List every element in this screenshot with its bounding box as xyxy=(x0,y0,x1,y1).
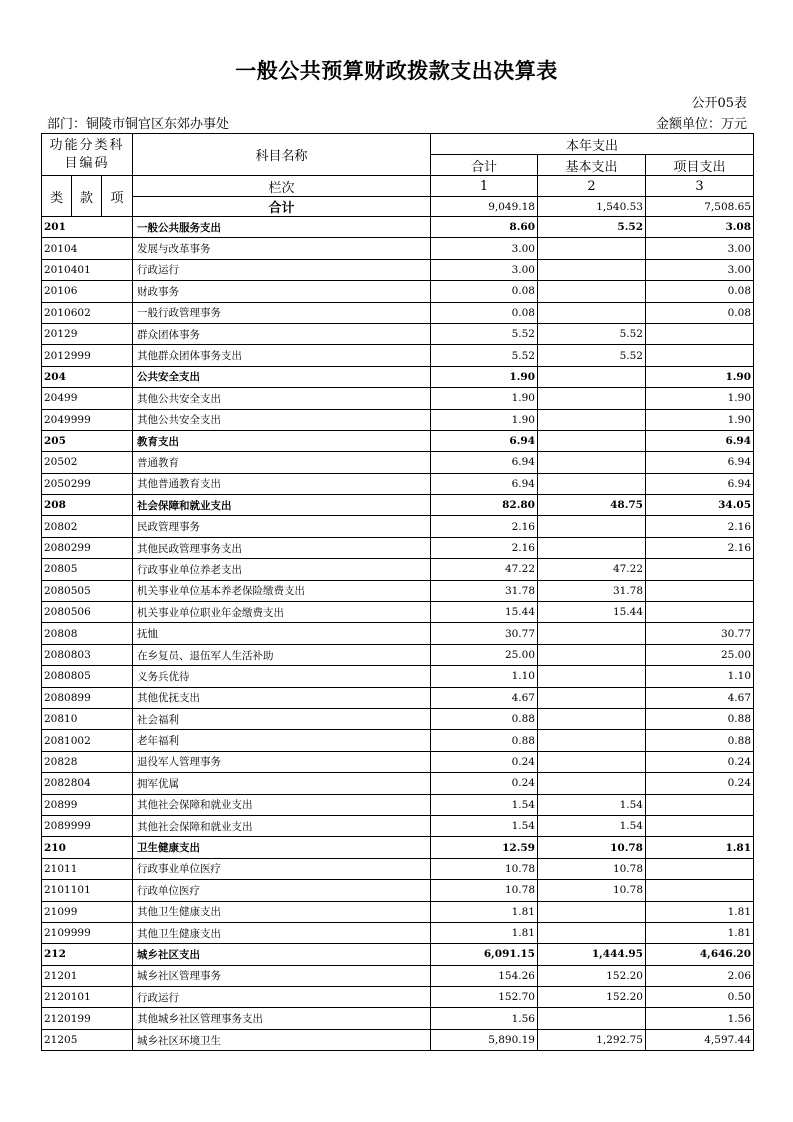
row-project xyxy=(646,580,754,601)
table-row xyxy=(42,217,754,238)
row-name: 公共安全支出 xyxy=(133,366,431,387)
row-code: 201 xyxy=(42,217,133,238)
table-row xyxy=(42,537,754,558)
row-basic xyxy=(538,730,646,751)
header-basic: 基本支出 xyxy=(538,155,646,176)
row-project xyxy=(646,815,754,836)
row-basic: 5.52 xyxy=(538,323,646,344)
row-basic xyxy=(538,259,646,280)
table-row xyxy=(42,238,754,259)
row-code: 21011 xyxy=(42,858,133,879)
row-total: 6.94 xyxy=(431,430,538,451)
row-total: 0.24 xyxy=(431,773,538,794)
row-name: 卫生健康支出 xyxy=(133,837,431,858)
row-code: 20810 xyxy=(42,708,133,729)
row-project xyxy=(646,559,754,580)
row-code: 2109999 xyxy=(42,922,133,943)
row-basic xyxy=(538,430,646,451)
table-row xyxy=(42,1008,754,1029)
row-project xyxy=(646,345,754,366)
header-code-group: 功能分类科目编码 xyxy=(42,134,133,176)
table-row xyxy=(42,730,754,751)
row-basic xyxy=(538,366,646,387)
row-total: 5.52 xyxy=(431,345,538,366)
row-code: 20502 xyxy=(42,452,133,473)
header-section: 款 xyxy=(72,176,102,217)
header-project: 项目支出 xyxy=(646,155,754,176)
row-basic xyxy=(538,751,646,772)
row-project: 3.00 xyxy=(646,259,754,280)
row-code: 2080803 xyxy=(42,644,133,665)
row-total: 12.59 xyxy=(431,837,538,858)
row-project: 1.90 xyxy=(646,388,754,409)
header-class: 类 xyxy=(42,176,72,217)
row-project xyxy=(646,602,754,623)
page-title: 一般公共预算财政拨款支出决算表 xyxy=(235,59,558,83)
row-name: 其他优抚支出 xyxy=(133,687,431,708)
header-item: 项 xyxy=(102,176,133,217)
table-row xyxy=(42,794,754,815)
row-name: 行政事业单位医疗 xyxy=(133,858,431,879)
row-basic: 47.22 xyxy=(538,559,646,580)
row-basic: 48.75 xyxy=(538,495,646,516)
table-row xyxy=(42,1029,754,1050)
form-number: 公开05表 xyxy=(691,96,747,111)
row-total: 3.00 xyxy=(431,238,538,259)
row-basic xyxy=(538,644,646,665)
header-column-order: 栏次 xyxy=(133,176,431,197)
row-project: 1.81 xyxy=(646,922,754,943)
table-row xyxy=(42,687,754,708)
row-name: 社会福利 xyxy=(133,708,431,729)
row-project: 0.08 xyxy=(646,302,754,323)
row-code: 20805 xyxy=(42,559,133,580)
row-code: 2050299 xyxy=(42,473,133,494)
unit-label: 金额单位：万元 xyxy=(655,117,747,132)
row-total: 0.08 xyxy=(431,281,538,302)
row-project: 2.06 xyxy=(646,965,754,986)
row-basic: 15.44 xyxy=(538,602,646,623)
row-basic xyxy=(538,687,646,708)
row-code: 2120101 xyxy=(42,987,133,1008)
row-name: 发展与改革事务 xyxy=(133,238,431,259)
table-row xyxy=(42,901,754,922)
row-project: 2.16 xyxy=(646,516,754,537)
table-row xyxy=(42,987,754,1008)
table-row xyxy=(42,388,754,409)
row-basic: 5.52 xyxy=(538,217,646,238)
total-basic: 1,540.53 xyxy=(538,197,646,217)
row-code: 210 xyxy=(42,837,133,858)
row-name: 义务兵优待 xyxy=(133,666,431,687)
row-name: 行政事业单位养老支出 xyxy=(133,559,431,580)
row-project: 0.24 xyxy=(646,751,754,772)
row-name: 其他公共安全支出 xyxy=(133,409,431,430)
row-project: 30.77 xyxy=(646,623,754,644)
row-name: 退役军人管理事务 xyxy=(133,751,431,772)
row-project: 6.94 xyxy=(646,473,754,494)
row-name: 其他卫生健康支出 xyxy=(133,901,431,922)
row-code: 204 xyxy=(42,366,133,387)
row-total: 1.90 xyxy=(431,366,538,387)
table-row xyxy=(42,880,754,901)
row-total: 1.90 xyxy=(431,409,538,430)
table-row xyxy=(42,815,754,836)
row-project: 2.16 xyxy=(646,537,754,558)
table-row xyxy=(42,409,754,430)
row-total: 2.16 xyxy=(431,537,538,558)
row-code: 2080505 xyxy=(42,580,133,601)
row-basic xyxy=(538,388,646,409)
table-row xyxy=(42,623,754,644)
row-total: 2.16 xyxy=(431,516,538,537)
row-project: 4.67 xyxy=(646,687,754,708)
table-row xyxy=(42,580,754,601)
row-basic xyxy=(538,708,646,729)
row-code: 2080899 xyxy=(42,687,133,708)
row-code: 2081002 xyxy=(42,730,133,751)
row-code: 20106 xyxy=(42,281,133,302)
row-total: 4.67 xyxy=(431,687,538,708)
row-code: 20828 xyxy=(42,751,133,772)
row-project: 34.05 xyxy=(646,495,754,516)
row-project xyxy=(646,880,754,901)
row-total: 0.08 xyxy=(431,302,538,323)
row-name: 其他普通教育支出 xyxy=(133,473,431,494)
row-total: 8.60 xyxy=(431,217,538,238)
row-project: 1.90 xyxy=(646,409,754,430)
row-name: 群众团体事务 xyxy=(133,323,431,344)
row-name: 财政事务 xyxy=(133,281,431,302)
row-name: 抚恤 xyxy=(133,623,431,644)
row-project xyxy=(646,323,754,344)
row-basic xyxy=(538,901,646,922)
row-name: 民政管理事务 xyxy=(133,516,431,537)
table-row xyxy=(42,837,754,858)
row-name: 在乡复员、退伍军人生活补助 xyxy=(133,644,431,665)
row-basic: 1.54 xyxy=(538,815,646,836)
total-label: 合计 xyxy=(133,197,431,217)
row-code: 2080506 xyxy=(42,602,133,623)
row-code: 205 xyxy=(42,430,133,451)
row-basic: 1,444.95 xyxy=(538,944,646,965)
row-total: 154.26 xyxy=(431,965,538,986)
row-basic xyxy=(538,302,646,323)
row-name: 行政运行 xyxy=(133,987,431,1008)
row-basic: 1,292.75 xyxy=(538,1029,646,1050)
row-basic xyxy=(538,623,646,644)
row-total: 6.94 xyxy=(431,452,538,473)
header-subject-name: 科目名称 xyxy=(133,134,431,176)
row-name: 老年福利 xyxy=(133,730,431,751)
row-code: 20802 xyxy=(42,516,133,537)
row-name: 拥军优属 xyxy=(133,773,431,794)
row-code: 2010401 xyxy=(42,259,133,280)
row-basic: 5.52 xyxy=(538,345,646,366)
row-total: 1.10 xyxy=(431,666,538,687)
table-row xyxy=(42,708,754,729)
row-project xyxy=(646,858,754,879)
row-total: 30.77 xyxy=(431,623,538,644)
row-project: 0.50 xyxy=(646,987,754,1008)
table-row xyxy=(42,858,754,879)
row-code: 2082804 xyxy=(42,773,133,794)
row-basic: 10.78 xyxy=(538,837,646,858)
row-project: 0.08 xyxy=(646,281,754,302)
row-name: 一般公共服务支出 xyxy=(133,217,431,238)
row-basic xyxy=(538,473,646,494)
row-total: 152.70 xyxy=(431,987,538,1008)
header-current-year: 本年支出 xyxy=(431,134,754,155)
row-name: 城乡社区管理事务 xyxy=(133,965,431,986)
total-project: 7,508.65 xyxy=(646,197,754,217)
row-total: 0.24 xyxy=(431,751,538,772)
row-project: 0.24 xyxy=(646,773,754,794)
row-name: 其他民政管理事务支出 xyxy=(133,537,431,558)
row-total: 5.52 xyxy=(431,323,538,344)
row-code: 2120199 xyxy=(42,1008,133,1029)
row-basic: 10.78 xyxy=(538,880,646,901)
table-row xyxy=(42,773,754,794)
row-basic: 1.54 xyxy=(538,794,646,815)
row-code: 21099 xyxy=(42,901,133,922)
row-code: 208 xyxy=(42,495,133,516)
table-row xyxy=(42,559,754,580)
table-row xyxy=(42,602,754,623)
row-total: 0.88 xyxy=(431,708,538,729)
row-basic xyxy=(538,452,646,473)
row-project: 6.94 xyxy=(646,430,754,451)
row-basic xyxy=(538,666,646,687)
row-name: 机关事业单位职业年金缴费支出 xyxy=(133,602,431,623)
table-row xyxy=(42,922,754,943)
row-code: 21205 xyxy=(42,1029,133,1050)
row-code: 2010602 xyxy=(42,302,133,323)
row-basic: 152.20 xyxy=(538,965,646,986)
row-project: 1.10 xyxy=(646,666,754,687)
row-basic xyxy=(538,773,646,794)
row-total: 1.90 xyxy=(431,388,538,409)
table-row xyxy=(42,965,754,986)
row-code: 2049999 xyxy=(42,409,133,430)
row-name: 其他卫生健康支出 xyxy=(133,922,431,943)
table-row xyxy=(42,751,754,772)
table-row xyxy=(42,366,754,387)
row-total: 25.00 xyxy=(431,644,538,665)
row-total: 5,890.19 xyxy=(431,1029,538,1050)
row-total: 1.54 xyxy=(431,815,538,836)
row-code: 20808 xyxy=(42,623,133,644)
row-name: 教育支出 xyxy=(133,430,431,451)
row-project: 3.08 xyxy=(646,217,754,238)
row-name: 一般行政管理事务 xyxy=(133,302,431,323)
table-row xyxy=(42,452,754,473)
row-basic xyxy=(538,409,646,430)
row-name: 其他群众团体事务支出 xyxy=(133,345,431,366)
table-row xyxy=(42,345,754,366)
row-project: 0.88 xyxy=(646,708,754,729)
row-total: 0.88 xyxy=(431,730,538,751)
row-project: 6.94 xyxy=(646,452,754,473)
row-name: 城乡社区环境卫生 xyxy=(133,1029,431,1050)
row-total: 3.00 xyxy=(431,259,538,280)
table-row xyxy=(42,944,754,965)
row-name: 机关事业单位基本养老保险缴费支出 xyxy=(133,580,431,601)
table-row xyxy=(42,323,754,344)
row-name: 行政运行 xyxy=(133,259,431,280)
row-project: 1.81 xyxy=(646,837,754,858)
row-basic xyxy=(538,281,646,302)
row-name: 城乡社区支出 xyxy=(133,944,431,965)
row-basic xyxy=(538,922,646,943)
table-row xyxy=(42,302,754,323)
row-total: 1.54 xyxy=(431,794,538,815)
row-basic: 152.20 xyxy=(538,987,646,1008)
row-basic xyxy=(538,1008,646,1029)
row-name: 其他社会保障和就业支出 xyxy=(133,815,431,836)
department-label: 部门：铜陵市铜官区东郊办事处 xyxy=(47,117,230,132)
row-name: 行政单位医疗 xyxy=(133,880,431,901)
table-row xyxy=(42,430,754,451)
row-code: 212 xyxy=(42,944,133,965)
row-total: 10.78 xyxy=(431,858,538,879)
row-code: 20899 xyxy=(42,794,133,815)
header-index-2: 2 xyxy=(538,176,646,197)
row-project: 1.90 xyxy=(646,366,754,387)
row-project: 0.88 xyxy=(646,730,754,751)
row-project xyxy=(646,794,754,815)
table-row xyxy=(42,666,754,687)
table-row xyxy=(42,281,754,302)
header-index-1: 1 xyxy=(431,176,538,197)
header-index-3: 3 xyxy=(646,176,754,197)
row-code: 2080805 xyxy=(42,666,133,687)
header-total: 合计 xyxy=(431,155,538,176)
row-name: 其他公共安全支出 xyxy=(133,388,431,409)
row-total: 10.78 xyxy=(431,880,538,901)
total-amount: 9,049.18 xyxy=(431,197,538,217)
row-project: 1.81 xyxy=(646,901,754,922)
table-row xyxy=(42,259,754,280)
row-project: 1.56 xyxy=(646,1008,754,1029)
row-code: 20104 xyxy=(42,238,133,259)
table-row xyxy=(42,644,754,665)
row-total: 15.44 xyxy=(431,602,538,623)
row-project: 4,646.20 xyxy=(646,944,754,965)
row-basic xyxy=(538,516,646,537)
row-total: 31.78 xyxy=(431,580,538,601)
row-code: 2089999 xyxy=(42,815,133,836)
row-total: 1.56 xyxy=(431,1008,538,1029)
row-name: 其他社会保障和就业支出 xyxy=(133,794,431,815)
row-total: 82.80 xyxy=(431,495,538,516)
row-project: 3.00 xyxy=(646,238,754,259)
row-basic xyxy=(538,537,646,558)
row-code: 20129 xyxy=(42,323,133,344)
row-code: 21201 xyxy=(42,965,133,986)
table-row xyxy=(42,495,754,516)
row-name: 社会保障和就业支出 xyxy=(133,495,431,516)
row-total: 47.22 xyxy=(431,559,538,580)
row-code: 2101101 xyxy=(42,880,133,901)
table-row xyxy=(42,516,754,537)
row-code: 2012999 xyxy=(42,345,133,366)
table-row xyxy=(42,473,754,494)
row-name: 普通教育 xyxy=(133,452,431,473)
row-project: 25.00 xyxy=(646,644,754,665)
row-basic xyxy=(538,238,646,259)
row-total: 6.94 xyxy=(431,473,538,494)
row-project: 4,597.44 xyxy=(646,1029,754,1050)
row-total: 1.81 xyxy=(431,922,538,943)
row-total: 6,091.15 xyxy=(431,944,538,965)
row-total: 1.81 xyxy=(431,901,538,922)
row-code: 2080299 xyxy=(42,537,133,558)
row-basic: 31.78 xyxy=(538,580,646,601)
row-basic: 10.78 xyxy=(538,858,646,879)
row-name: 其他城乡社区管理事务支出 xyxy=(133,1008,431,1029)
row-code: 20499 xyxy=(42,388,133,409)
expenditure-table xyxy=(41,133,754,1051)
